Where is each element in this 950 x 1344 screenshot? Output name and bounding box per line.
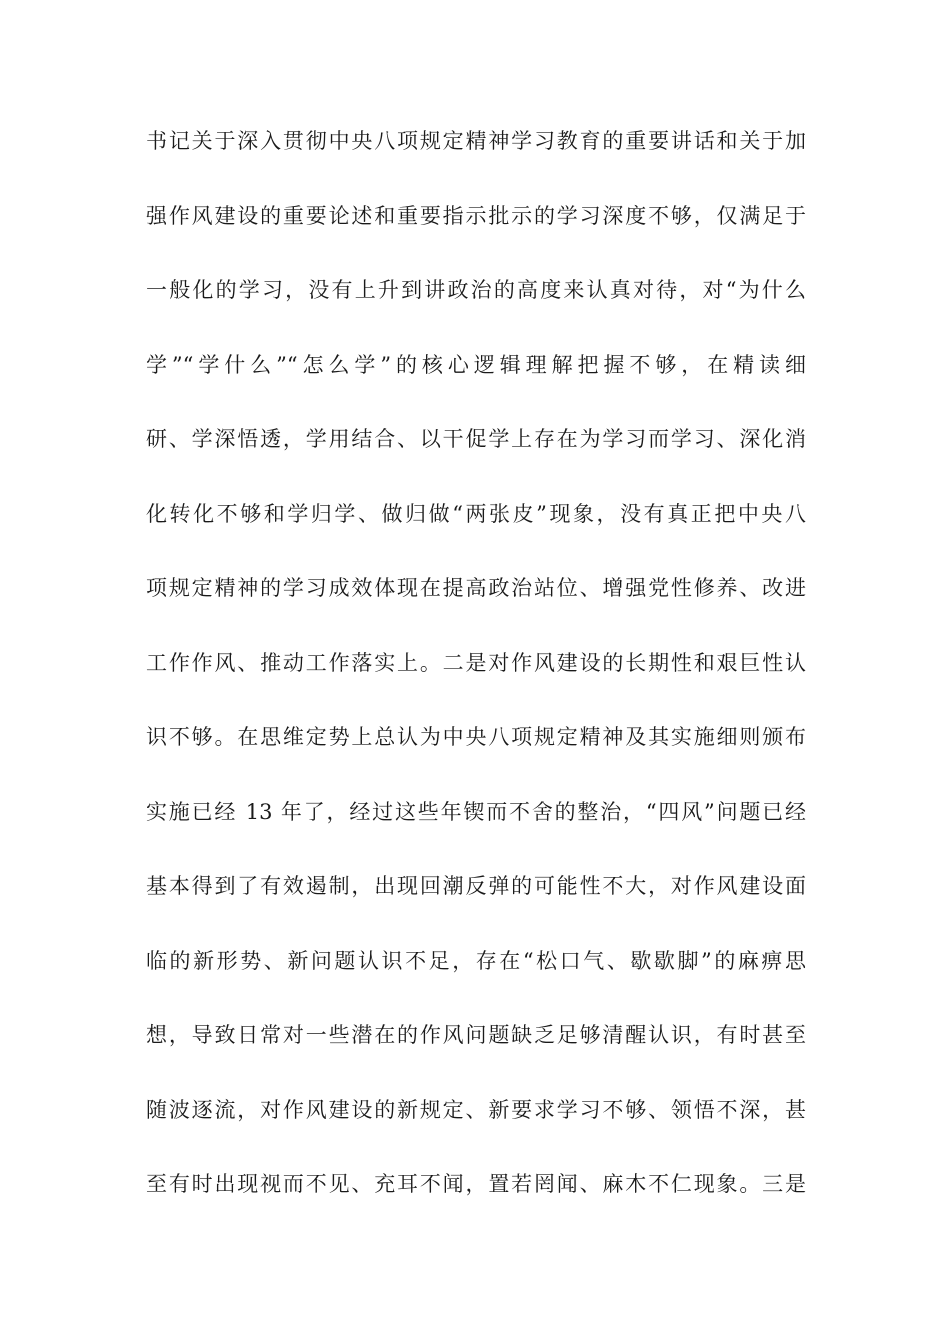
text-line-12: 临的新形势、新问题认识不足，存在“松口气、歇歇脚”的麻痹思 [146, 948, 806, 973]
text-line-9: 识不够。在思维定势上总认为中央八项规定精神及其实施细则颁布 [146, 725, 806, 749]
text-line-8: 工作作风、推动工作落实上。二是对作风建设的长期性和艰巨性认 [146, 650, 806, 675]
text-line-7: 项规定精神的学习成效体现在提高政治站位、增强党性修养、改进 [146, 576, 806, 600]
text-line-14: 随波逐流，对作风建设的新规定、新要求学习不够、领悟不深，甚 [146, 1097, 806, 1122]
text-line-3: 一般化的学习，没有上升到讲政治的高度来认真对待，对“为什么 [146, 278, 806, 302]
text-line-1: 书记关于深入贯彻中央八项规定精神学习教育的重要讲话和关于加 [146, 129, 806, 153]
text-line-6: 化转化不够和学归学、做归做“两张皮”现象，没有真正把中央八 [146, 501, 806, 526]
text-line-4: 学”“学什么”“怎么学”的核心逻辑理解把握不够，在精读细 [146, 352, 806, 377]
text-line-10: 实施已经 13 年了，经过这些年锲而不舍的整治，“四风”问题已经 [146, 799, 806, 824]
text-line-15: 至有时出现视而不见、充耳不闻，置若罔闻、麻木不仁现象。三是 [146, 1172, 806, 1196]
document-body [146, 118, 806, 1236]
text-line-5: 研、学深悟透，学用结合、以干促学上存在为学习而学习、深化消 [146, 427, 806, 451]
text-line-2: 强作风建设的重要论述和重要指示批示的学习深度不够，仅满足于 [146, 203, 806, 228]
text-line-11: 基本得到了有效遏制，出现回潮反弹的可能性不大，对作风建设面 [146, 874, 806, 898]
text-line-13: 想，导致日常对一些潜在的作风问题缺乏足够清醒认识，有时甚至 [146, 1023, 806, 1047]
